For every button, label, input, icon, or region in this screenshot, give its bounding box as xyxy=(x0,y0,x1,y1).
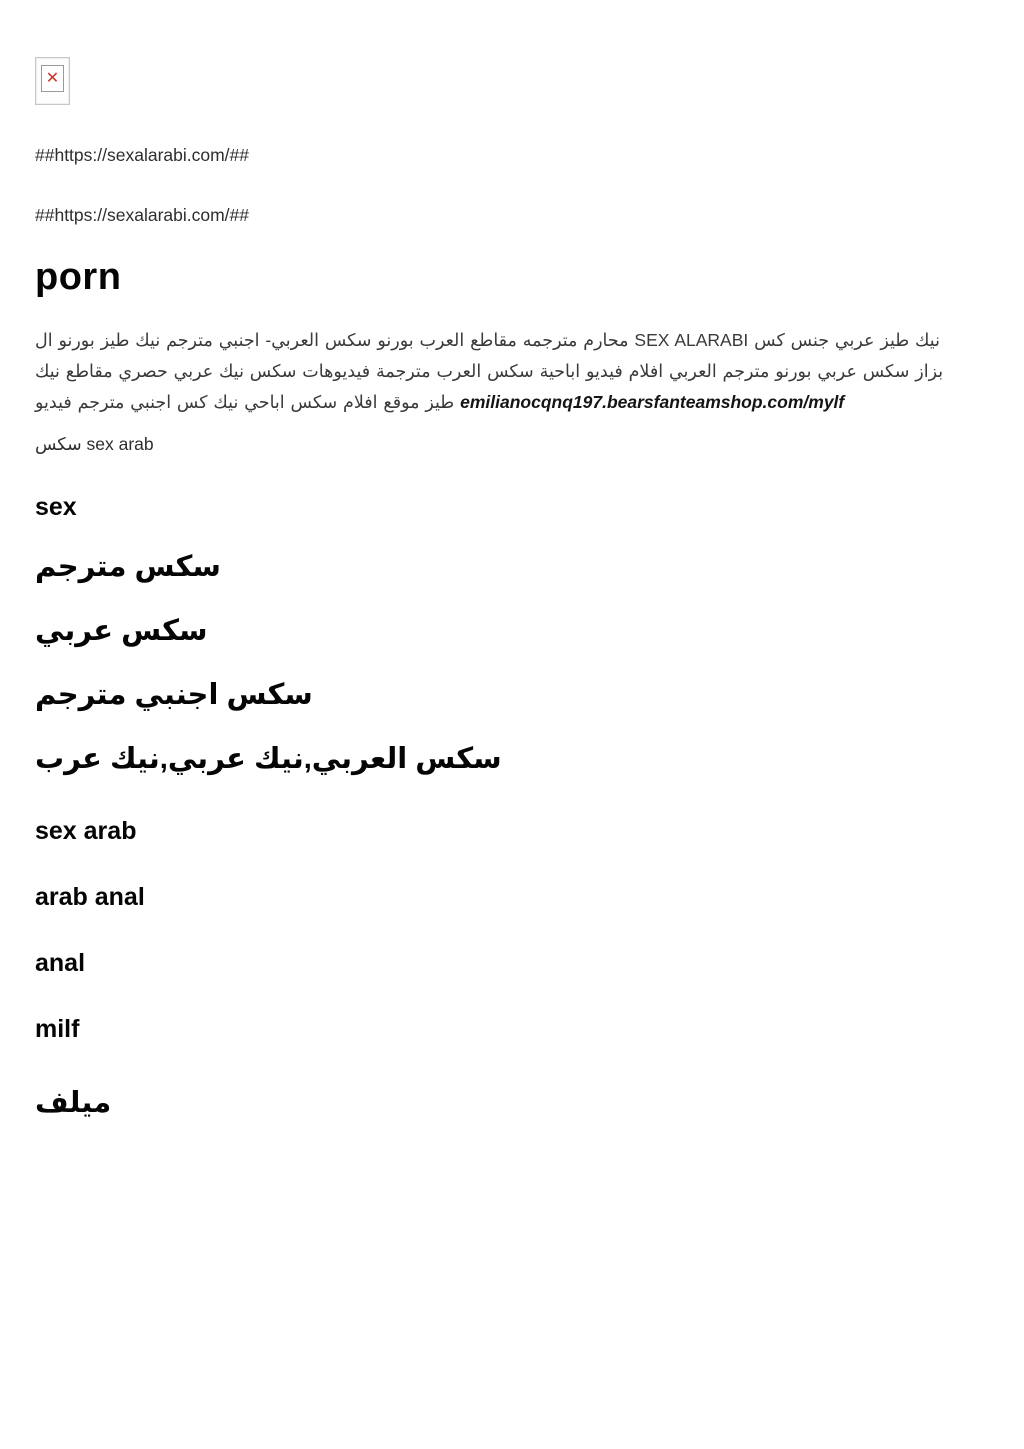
paragraph-arabic-after-brand: نيك طيز عربي جنس كس بزاز سكس عربي بورنو مترجم العربي افلام فيديو اباحية سكس العرب مترجمة فيديوهات سكس نيك عربي حصري مقاطع نيك طيز موقع افلام سكس اباحي نيك كس اجنبي مترجم فيديو xyxy=(35,330,944,412)
keyword-heading-seks-alarabi-nik: سكس العربي,نيك عربي,نيك عرب xyxy=(35,743,502,775)
keyword-heading-sex-arab: sex arab xyxy=(35,817,137,845)
keyword-heading-arab-anal: arab anal xyxy=(35,883,145,911)
broken-image-inner-frame xyxy=(41,65,64,92)
keyword-heading-seks-arabi: سكس عربي xyxy=(35,615,208,647)
keyword-paragraph xyxy=(35,325,965,418)
red-x-icon: ✕ xyxy=(45,69,60,87)
keyword-heading-milf: milf xyxy=(35,1015,80,1043)
spam-link[interactable]: emilianocqnq197.bearsfanteamshop.com/mylf xyxy=(460,392,845,412)
subline-sex-arab: سكس sex arab xyxy=(35,434,154,454)
broken-image-icon xyxy=(35,57,70,105)
hash-url-line-2: ##https://sexalarabi.com/## xyxy=(35,205,250,225)
page-title: porn xyxy=(35,256,122,298)
keyword-heading-milf-arabic: ميلف xyxy=(35,1087,112,1119)
paragraph-arabic-before-brand: محارم مترجمه مقاطع العرب بورنو سكس العربي- اجنبي مترجم نيك طيز بورنو ال xyxy=(35,330,629,350)
hash-url-line-1: ##https://sexalarabi.com/## xyxy=(35,145,250,165)
keyword-heading-seks-ajnabi-mutarjam: سكس اجنبي مترجم xyxy=(35,679,313,711)
keyword-heading-seks-mutarjam: سكس مترجم xyxy=(35,551,221,583)
keyword-heading-anal: anal xyxy=(35,949,86,977)
brand-text: SEX ALARABI xyxy=(634,330,749,350)
keyword-heading-sex: sex xyxy=(35,493,77,521)
